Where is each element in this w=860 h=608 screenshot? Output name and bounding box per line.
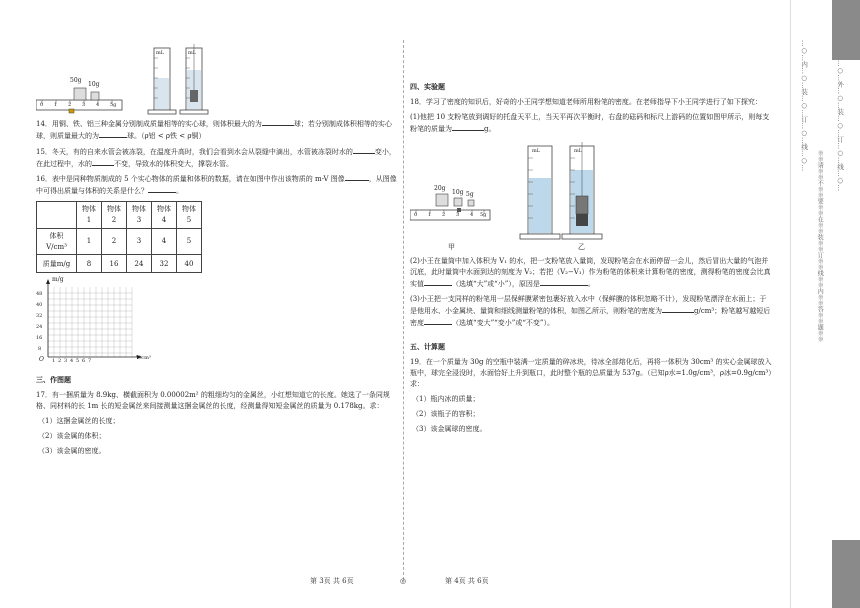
graph-xtick: 6 (82, 358, 86, 365)
table-header-cell: 物体3 (127, 202, 152, 229)
graph-xtick: 1 (52, 358, 56, 365)
ruler-tick-1: 1 (54, 102, 58, 108)
table-cell: 3 (127, 228, 152, 255)
figure-balance-cylinders (36, 40, 398, 118)
ruler-tick-1: 1 (428, 212, 432, 219)
q16-blank-1[interactable] (345, 173, 369, 181)
graph-xtick: 4 (70, 358, 74, 365)
q15-blank-2[interactable] (92, 158, 114, 166)
q18-3-text-c: （选填“变大”“变小”或“不变”）。 (452, 318, 554, 327)
graph-ytick: 8 (38, 346, 42, 353)
ruler-tick-5g: 5g (110, 102, 117, 108)
graph-xtick: 3 (64, 358, 68, 365)
table-header-cell: 物体1 (77, 202, 102, 229)
question-14 (36, 118, 398, 142)
weight-label-10g: 10g (452, 189, 464, 197)
graph-xtick: 2 (58, 358, 62, 365)
question-18-part-3 (410, 294, 772, 329)
binding-strip (790, 0, 860, 608)
weight-label-10g: 10g (88, 81, 100, 88)
binding-outer-line: …○…外…○…装…○…订…○…线…○… (836, 60, 845, 191)
binding-inner-line: …○…内…○…装…○…订…○…线…○… (800, 40, 809, 171)
question-18-part-2 (410, 256, 772, 290)
binding-warning-text: ※※请※※不※※要※※在※※装※※订※※线※※内※※答※※题※※ (816, 150, 824, 342)
q15-blank-1[interactable] (353, 146, 375, 154)
table-cell: 40 (177, 255, 202, 273)
table-cell: 24 (127, 255, 152, 273)
m-v-graph (36, 277, 398, 369)
graph-ytick: 32 (36, 313, 43, 320)
graph-xtick: 5 (76, 358, 80, 365)
question-16 (36, 173, 398, 197)
q18-2-blank-1[interactable] (424, 278, 452, 286)
graph-ytick: 48 (36, 291, 43, 298)
q16-text-c: 。 (176, 187, 183, 196)
graph-ytick: 24 (36, 324, 43, 331)
graph-origin: O (39, 356, 44, 364)
q18-1-text-a: (1)他把 10 支粉笔放到调好的托盘天平上，当天平再次平衡时，右盘的砝码和标尺上游码的位置如图甲所示，则每支粉笔的质量为 (410, 112, 770, 133)
q14-blank-1[interactable] (262, 118, 294, 126)
table-header-cell: 物体5 (177, 202, 202, 229)
table-row-volume (37, 228, 202, 255)
footer-center-mark: ◎ (400, 577, 407, 585)
q14-text-b: 球；若分别制成体积相等的实心球，则质量最大的为 (36, 120, 392, 140)
q18-1-blank[interactable] (452, 123, 484, 131)
table-cell: 8 (77, 255, 102, 273)
graph-ytick: 40 (36, 302, 43, 309)
question-18-part-1 (410, 112, 772, 135)
table-row-label: 质量m/g (37, 255, 77, 273)
ruler-tick-0: 0 (40, 102, 44, 108)
q15-text-a: 15．冬天，有的自来水管会被冻裂，在温度升高时，我们会看到水会从裂缝中滴出，水管被冻裂时水的 (36, 147, 353, 156)
q18-1-text-b: g。 (484, 124, 496, 133)
figure-label-yi: 乙 (578, 243, 585, 252)
ruler-tick-4: 4 (470, 212, 474, 219)
ruler-tick-3: 3 (456, 212, 460, 219)
figure-label-jia: 甲 (448, 243, 455, 252)
footer-left-page-number: 第 3页 共 6页 (310, 577, 354, 585)
q18-2-text-c: 。 (587, 280, 595, 289)
q15-text-b: 变小，在此过程中，水的 (36, 147, 396, 168)
q16-text-b: ，从图像中可得出质量与体积的关系是什么？ (36, 175, 397, 196)
q17-part-3: （3）该金属的密度。 (38, 446, 106, 455)
graph-xlabel: V/cm³ (136, 355, 151, 362)
q17-part-1: （1）这捆金属丝的长度； (38, 416, 120, 425)
q17-part-2: （2）该金属的体积； (38, 431, 106, 440)
ruler-tick-3: 3 (82, 102, 86, 108)
question-18-intro: 18．学习了密度的知识后，好奇的小王同学想知道老师所用粉笔的密度。在老师指导下小王同学进行了如下探究： (410, 97, 762, 106)
table-cell: 4 (152, 228, 177, 255)
q14-blank-2[interactable] (99, 130, 127, 138)
q18-3-text-b: g/cm³；粉笔越写越短后密度 (410, 306, 771, 327)
ruler-tick-4: 4 (96, 102, 100, 108)
graph-xtick: 7 (88, 358, 92, 365)
ruler-tick-5g: 5g (480, 212, 487, 219)
section-5-title: 五、计算题 (410, 343, 445, 352)
q18-2-blank-2[interactable] (540, 278, 588, 286)
table-header-cell: 物体2 (102, 202, 127, 229)
cylinder2-unit: mL (188, 50, 197, 56)
cylinder-b-unit: mL (574, 148, 583, 155)
q18-3-blank-2[interactable] (424, 317, 452, 325)
mass-volume-table (36, 201, 202, 273)
q18-2-text-b: （选填“大”或“小”），原因是 (452, 280, 540, 289)
binding-gray-top (832, 0, 860, 60)
table-row-label: 体积V/cm³ (37, 228, 77, 255)
graph-ylabel: m/g (52, 276, 64, 284)
right-page (410, 40, 772, 438)
q16-blank-2[interactable] (148, 185, 176, 193)
table-cell: 5 (177, 228, 202, 255)
question-15 (36, 146, 398, 170)
q19-part-1: （1）瓶内冰的质量； (412, 394, 480, 403)
table-header-row (37, 202, 202, 229)
question-19: 19．在一个质量为 30g 的空瓶中装满一定质量的碎冰块，待冰全部熔化后，再将一体积为 30cm³ 的实心金属球放入瓶中，球完全浸没时，水面恰好上升到瓶口，此时整个瓶的总质量为 537g。（已知ρ水=1.0g/cm³，ρ冰=0.9g/cm³）求： (410, 358, 772, 388)
figure-chalk-experiment (410, 138, 772, 256)
q19-part-3: （3）该金属球的密度。 (412, 424, 487, 433)
q18-3-text-a: (3)小王把一支同样的粉笔用一层保鲜膜紧密包裹好放入水中（保鲜膜的体积忽略不计），发现粉笔漂浮在水面上；于是他用水、小金属块、量筒和细线测量粉笔的体积，如图乙所示，则粉笔的密度为 (410, 294, 767, 315)
left-page (36, 40, 398, 461)
table-header-cell: 物体4 (152, 202, 177, 229)
chalk-figure-svg (410, 138, 772, 256)
q14-text-c: 球。（ρ铝 < ρ铁 < ρ铜） (127, 131, 206, 140)
weight-label-50g: 50g (70, 77, 82, 84)
section-4-title: 四、实验题 (410, 83, 445, 91)
ruler-tick-2: 2 (442, 212, 446, 219)
graph-ytick: 16 (36, 335, 43, 342)
footer-right-page-number: 第 4页 共 6页 (445, 577, 489, 585)
page-divider (403, 40, 404, 580)
ruler-tick-0: 0 (414, 212, 418, 219)
q19-part-2: （2）该瓶子的容积； (412, 409, 480, 418)
weight-label-20g: 20g (434, 185, 446, 193)
table-header-cell (37, 202, 77, 229)
question-17: 17．有一捆质量为 8.9kg、横截面积为 0.00002m² 的粗细均匀的金属丝，小红想知道它的长度。她选了一条同规格、同材料的长 1m 长的短金属丝来间接测量这捆金属丝的长度，经测量得知短金属丝的质量为 0.178kg。求： (36, 391, 390, 411)
weight-label-5g: 5g (466, 191, 474, 199)
section-3-title: 三、作图题 (36, 376, 71, 385)
table-row-mass (37, 255, 202, 273)
q18-3-blank-1[interactable] (662, 305, 694, 313)
q16-text-a: 16．表中是同种物质制成的 5 个实心物体的质量和体积的数据，请在如图中作出该物质的 m-V 图像 (36, 175, 345, 184)
cylinder1-unit: mL (156, 50, 165, 56)
q14-text-a: 14．用铜、铁、铝三种金属分别制成质量相等的实心球，则体积最大的为 (36, 120, 262, 128)
cylinder-a-unit: mL (532, 148, 541, 155)
table-cell: 2 (102, 228, 127, 255)
q18-2-text-a: (2)小王在量筒中加入体积为 V₁ 的水，把一支粉笔放入量筒，发现粉笔会在水面停留一会儿，然后冒出大量的气泡并沉底，此时量筒中水面到达的刻度为 V₂；若把（V₂−V₁）作为粉笔的体积来计算粉笔的密度，测得粉笔的密度会比真实值 (410, 257, 771, 289)
table-cell: 16 (102, 255, 127, 273)
table-cell: 32 (152, 255, 177, 273)
table-cell: 1 (77, 228, 102, 255)
binding-gray-bottom (832, 540, 860, 608)
q15-text-c: 不变，导致水的体积变大，撑裂水管。 (114, 159, 233, 168)
ruler-tick-2: 2 (68, 102, 72, 108)
